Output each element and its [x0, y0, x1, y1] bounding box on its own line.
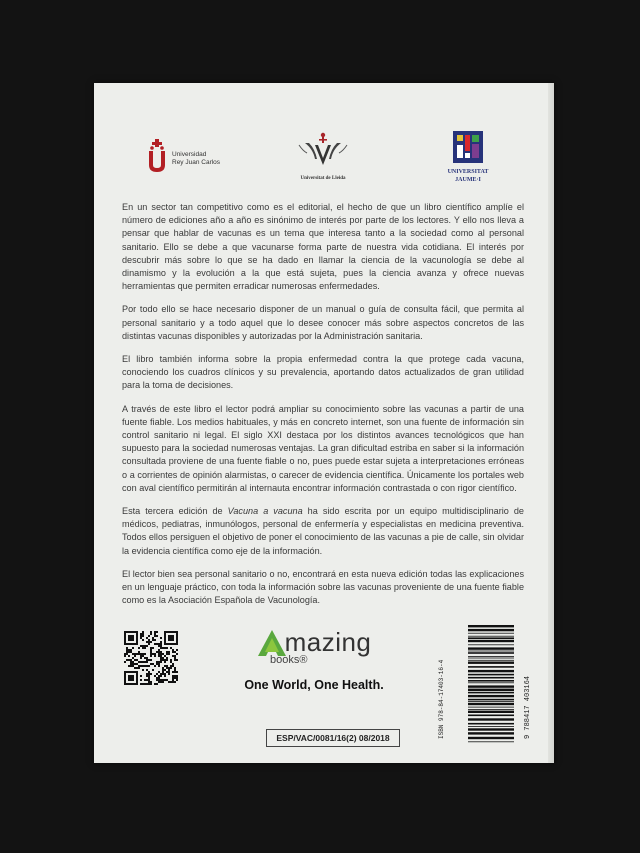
uji-logo [440, 131, 496, 184]
paragraph-6: El lector bien sea personal sanitario o no, encontrará en esta nueva edición todas las explicaciones en un lenguaje práctico, con toda la información sobre las vacunas proveniente de una fuente fiable como es la Asociación Española de Vacunología. [122, 568, 524, 606]
isbn-barcode-icon [450, 621, 520, 751]
university-logos [94, 131, 554, 191]
publisher-logo [224, 627, 404, 692]
amazing-a-icon [257, 629, 287, 657]
publisher-name: mazing [284, 627, 372, 657]
uji-emblem-icon [453, 131, 483, 163]
blurb-text [122, 201, 524, 617]
isbn-digits: 9 788417 403164 [524, 675, 532, 739]
cover-footer [94, 621, 554, 761]
uji-line1: UNIVERSITAT [447, 169, 489, 175]
udl-logo [280, 131, 366, 181]
qr-code-icon [124, 631, 178, 685]
p5-after: ha sido escrita por un equipo multidisciplinario de médicos, pediatras, inmunólogos, personal de enfermería y especialistas en medicina preventiva. Todos ellos persiguen el objetivo de poner el conocimiento de las vacunas a pie de calle, sin olvidar la evidencia científica como eje de la información. [122, 506, 524, 556]
registration-code: ESP/VAC/0081/16(2) 08/2018 [266, 729, 400, 747]
uji-line2: JAUME·I [455, 177, 481, 183]
urjc-emblem-icon [146, 139, 168, 173]
urjc-logo [146, 139, 220, 173]
p5-before: Esta tercera edición de [122, 506, 228, 517]
udl-name: Universitat de Lleida [300, 176, 346, 181]
udl-emblem-icon [293, 131, 353, 171]
paragraph-5 [122, 505, 524, 558]
book-title: Vacuna a vacuna [227, 506, 303, 517]
urjc-name [172, 151, 220, 167]
paragraph-3: El libro también informa sobre la propia enfermedad contra la que protege cada vacuna, conociendo los cuadros clínicos y su prevalencia, aportando datos actualizados de gran utilidad para la toma de decisiones. [122, 354, 524, 391]
uji-name [440, 168, 496, 184]
paragraph-1: En un sector tan competitivo como es el editorial, el hecho de que un libro científico amplíe el número de ediciones año a año es sinónimo de interés por parte de los lectores. Y ello nos lleva a pensar que hablar de vacunas es un tema que interesa tanto a la sociedad como al personal sanitario. Ello se debe a que vacunarse forma parte de nuestra vida cotidiana. El interés por descubrir más sobre lo que se ha dado en llamar la ciencia de la vacunología se debe al dinamismo y la evolución a la que está sujeta, pues la ciencia avanza y ofrece nuevas herramientas que permiten erradicar numerosas enfermedades. [122, 202, 524, 292]
paragraph-4: A través de este libro el lector podrá ampliar su conocimiento sobre las vacunas a partir de una fuente fiable. Los medios habituales, y más en concreto internet, son una fuente de información sin control sanitario ni legal. El siglo XXI destaca por los distintos avances tecnológicos que han supuesto para la sociedad numerosas ventajas. La gran dificultad estriba en saber si la información consultada proviene de una fuente fiable o no, pues puede estar sujeta a interpretaciones erróneas o a corrientes de opinión alarmistas, o carecer de evidencia científica. Únicamente los portales web con aval científico permitirán al internauta encontrar información contrastada o con rigor científico. [122, 403, 524, 493]
urjc-line2: Rey Juan Carlos [172, 159, 221, 166]
urjc-line1: Universidad [172, 151, 207, 158]
isbn-label: ISBN 978-84-17403-16-4 [438, 659, 445, 739]
book-back-cover [94, 83, 554, 763]
publisher-slogan: One World, One Health. [244, 678, 384, 692]
publisher-sub: books® [270, 654, 308, 666]
paragraph-2: Por todo ello se hace necesario disponer de un manual o guía de consulta fácil, que permita al personal sanitario y a todo aquel que lo desee conocer más sobre aspectos concretos de las distintas vacunas disponibles y autorizadas por la Administración sanitaria. [122, 304, 524, 341]
